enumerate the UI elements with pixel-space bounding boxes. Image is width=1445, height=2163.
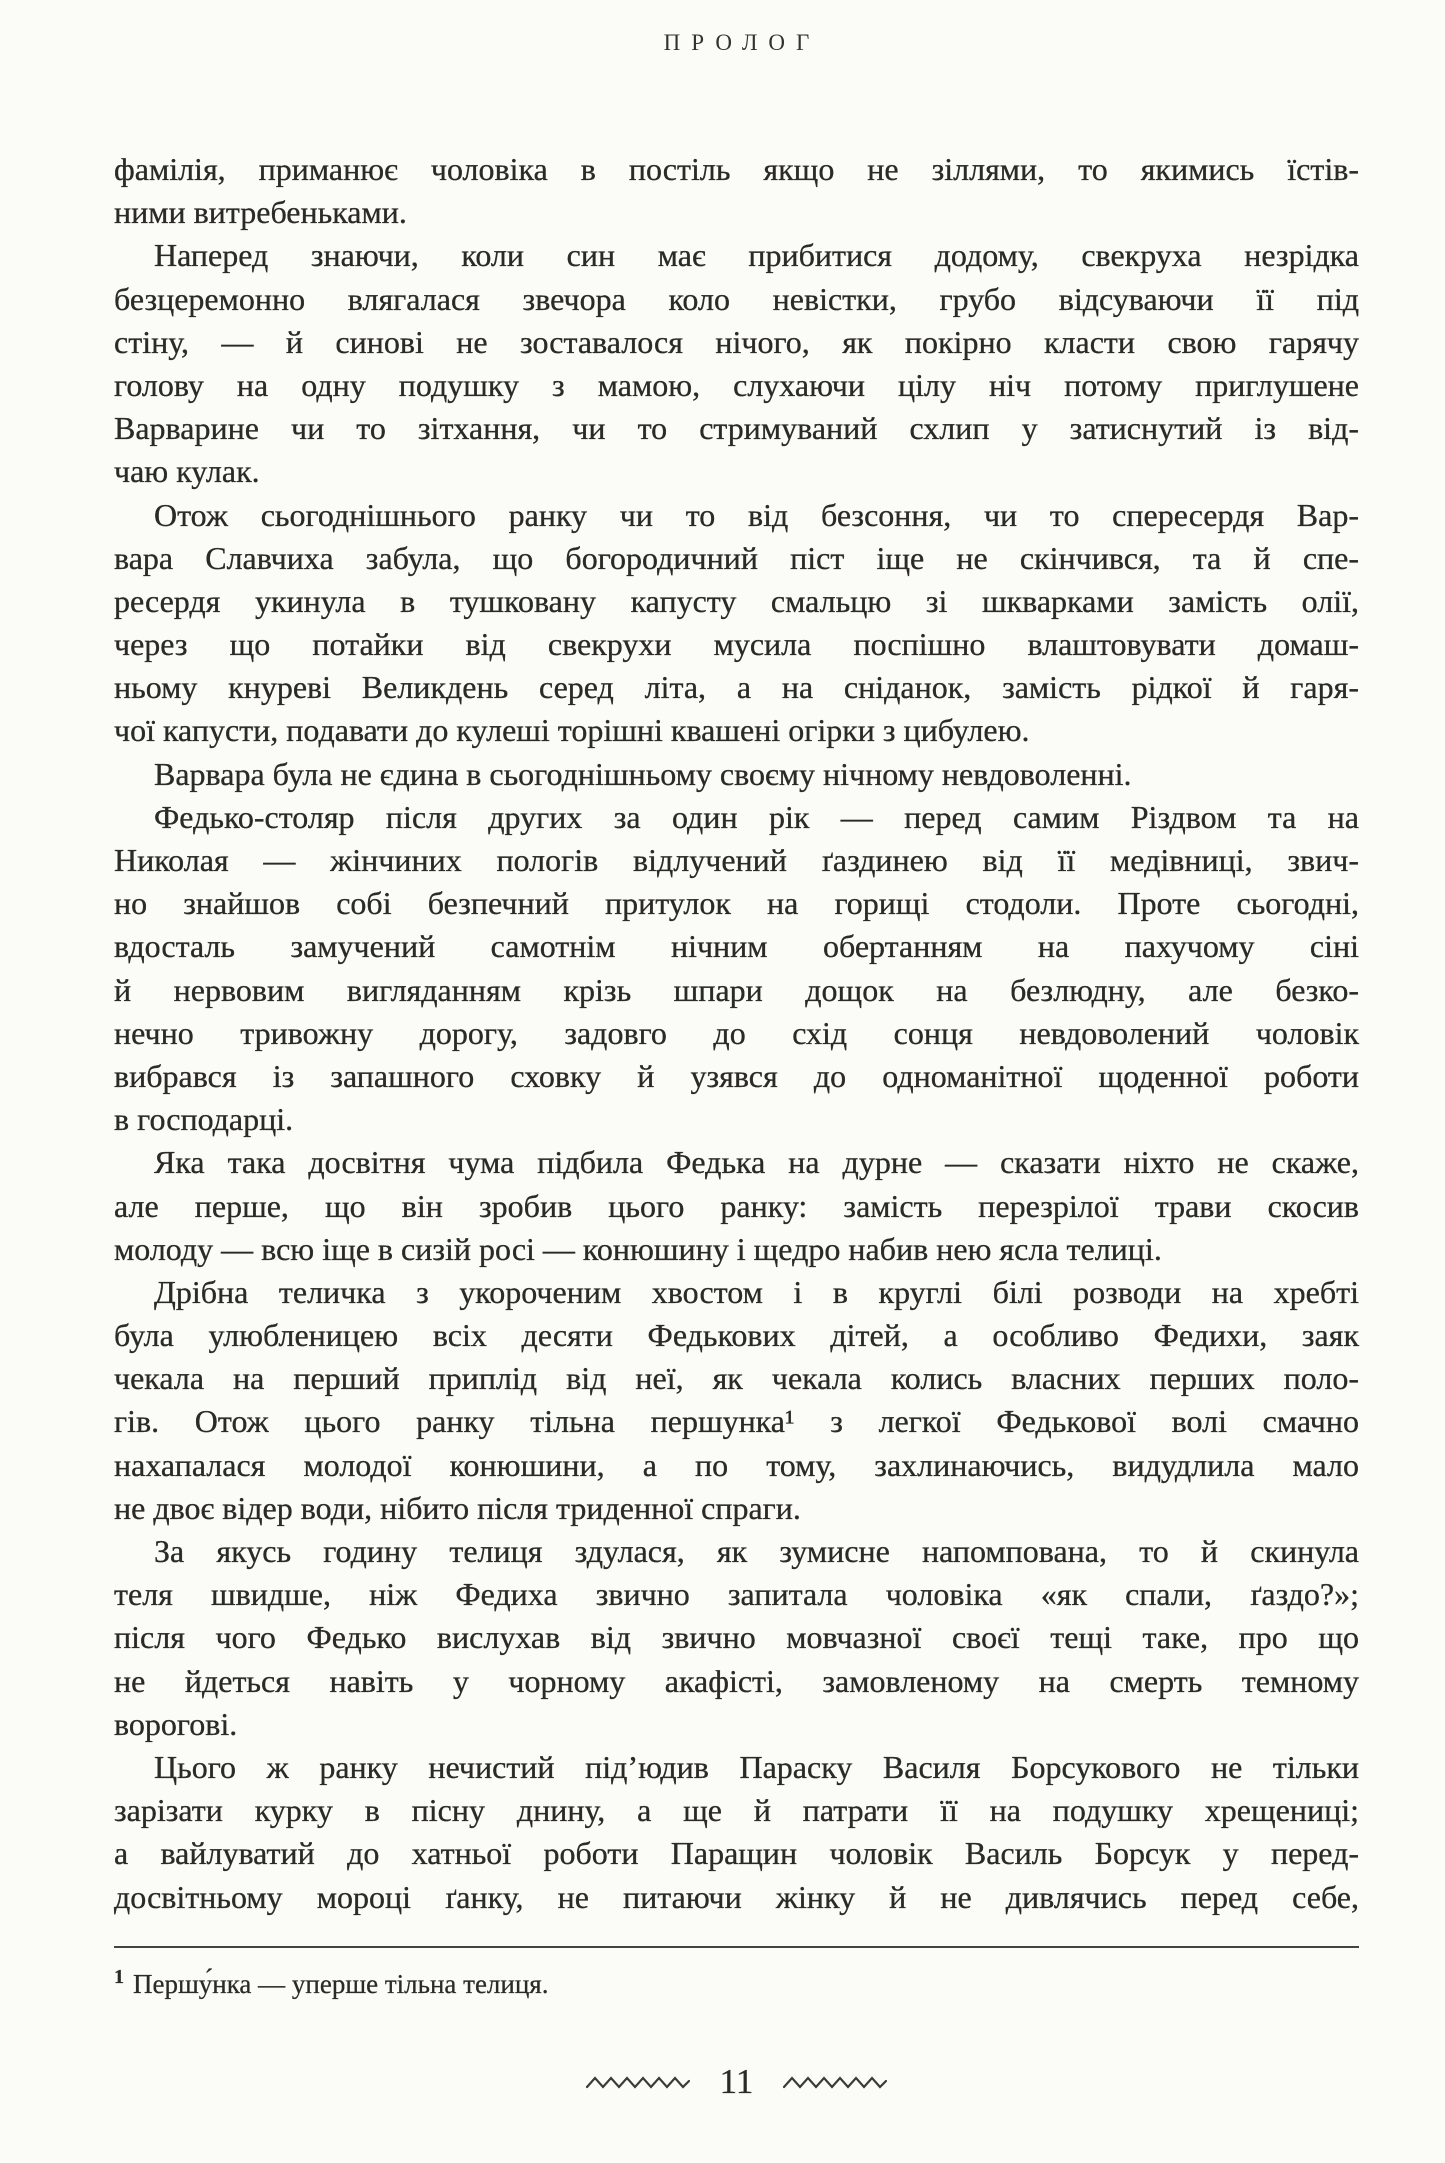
text-line: Яка така досвітня чума підбила Федька на дурне — сказати ніхто не скаже, [154, 1144, 1359, 1181]
text-line: не двоє відер води, нібито після триденної спраги. [114, 1489, 801, 1526]
text-line: нечно тривожну дорогу, задовго до схід сонця невдоволений чоловік [114, 1014, 1359, 1051]
page-footer [114, 2058, 1359, 2106]
zigzag-ornament-right-icon [783, 2075, 887, 2089]
text-line: но знайшов собі безпечний притулок на горищі стодоли. Проте сьогодні, [114, 885, 1359, 922]
footnote-marker: 1 [114, 1966, 124, 1988]
text-line: молоду — всю іще в сизій росі — конюшину і щедро набив нею ясла телиці. [114, 1230, 1162, 1267]
text-line: За якусь годину телиця здулася, як зумисне напомпована, то й скинула [154, 1533, 1359, 1569]
text-line: чої капусти, подавати до кулеші торішні квашені огірки з цибулею. [114, 712, 1030, 749]
footnote-rule [114, 1946, 1359, 1948]
text-line: вара Славчиха забула, що богородичний піст іще не скінчився, та й спе- [114, 539, 1359, 576]
text-line: Наперед знаючи, коли син має прибитися додому, свекруха незрідка [154, 237, 1359, 274]
paragraph [114, 148, 1359, 234]
text-line: не йдеться навіть у чорному акафісті, замовленому на смерть темному [114, 1662, 1359, 1699]
paragraph [114, 1530, 1359, 1746]
text-line: ньому кнуреві Великдень серед літа, а на сніданок, замість рідкої й гаря- [114, 669, 1359, 706]
text-line: а вайлуватий до хатньої роботи Паращин чоловік Василь Борсук у перед- [114, 1835, 1359, 1872]
text-line: Дрібна теличка з укороченим хвостом і в круглі білі розводи на хребті [154, 1273, 1359, 1310]
text-line: й нервовим вигляданням крізь шпари дощок на безлюдну, але безко- [114, 971, 1359, 1008]
text-line: зарізати курку в пісну днину, а ще й патрати її на подушку хрещениці; [114, 1792, 1359, 1829]
text-line: нахапалася молодої конюшини, а по тому, захлинаючись, видудлила мало [114, 1446, 1359, 1483]
page-body [114, 148, 1359, 1919]
footnote-text-line [114, 1960, 1359, 2001]
text-line: через що потайки від свекрухи мусила поспішно влаштовувати домаш- [114, 626, 1359, 663]
text-line: Федько-столяр після других за один рік — перед самим Різдвом та на [154, 798, 1359, 835]
text-line: фамілія, приманює чоловіка в постіль якщо не зіллями, то якимись їстів- [114, 151, 1359, 187]
footnote [114, 1946, 1359, 2001]
text-line: Варварине чи то зітхання, чи то стримуваний схлип у затиснутий із від- [114, 410, 1359, 447]
zigzag-ornament-left-icon [586, 2075, 690, 2089]
text-line: гів. Отож цього ранку тільна першунка¹ з легкої Федькової волі смачно [114, 1403, 1359, 1440]
text-line: вибрався із запашного сховку й узявся до одноманітної щоденної роботи [114, 1057, 1359, 1094]
text-line: Отож сьогоднішнього ранку чи то від безсоння, чи то спересердя Вар- [154, 496, 1359, 533]
text-line: ворогові. [114, 1705, 238, 1742]
text-line: досвітньому мороці ґанку, не питаючи жінку й не дивлячись перед себе, [114, 1878, 1359, 1915]
text-line: голову на одну подушку з мамою, слухаючи цілу ніч потому приглушене [114, 366, 1359, 403]
text-line: Николая — жінчиних пологів відлучений ґаздинею від її медівниці, звич- [114, 842, 1359, 878]
paragraph [114, 234, 1359, 493]
text-line: після чого Федько вислухав від звично мовчазної своєї тещі таке, про що [114, 1619, 1359, 1656]
text-line: Цього ж ранку нечистий під’юдив Параску Василя Борсукового не тільки [154, 1748, 1359, 1785]
paragraph [114, 1141, 1359, 1271]
text-line: ресердя укинула в тушковану капусту смальцю зі шкварками замість олії, [114, 582, 1359, 619]
text-line: теля швидше, ніж Федиха звично запитала чоловіка «як спали, ґаздо?»; [114, 1576, 1359, 1613]
paragraph [114, 753, 1359, 796]
text-line: але перше, що він зробив цього ранку: замість перезрілої трави скосив [114, 1187, 1359, 1224]
text-line: чаю кулак. [114, 453, 260, 490]
paragraph [114, 494, 1359, 753]
paragraph [114, 1271, 1359, 1530]
text-line: Варвара була не єдина в сьогоднішньому своєму нічному невдоволенні. [154, 755, 1132, 792]
text-line: безцеремонно влягалася звечора коло невістки, грубо відсуваючи її під [114, 280, 1359, 317]
text-line: чекала на перший приплід від неї, як чекала колись власних перших поло- [114, 1360, 1359, 1397]
page-number: 11 [719, 2062, 754, 2101]
paragraph [114, 1746, 1359, 1919]
paragraph [114, 796, 1359, 1142]
text-line: була улюбленицею всіх десяти Федькових дітей, а особливо Федихи, заяк [114, 1317, 1359, 1354]
text-line: ними витребеньками. [114, 194, 407, 231]
text-line: вдосталь замучений самотнім нічним обертанням на пахучому сіні [114, 928, 1359, 965]
text-line: стіну, — й синові не зоставалося нічого, як покірно класти свою гарячу [114, 323, 1359, 360]
footnote-definition: Першу́нка — уперше тільна телиця. [133, 1969, 549, 1999]
text-line: в господарці. [114, 1101, 294, 1138]
running-head-prologue: ПРОЛОГ [663, 30, 821, 55]
